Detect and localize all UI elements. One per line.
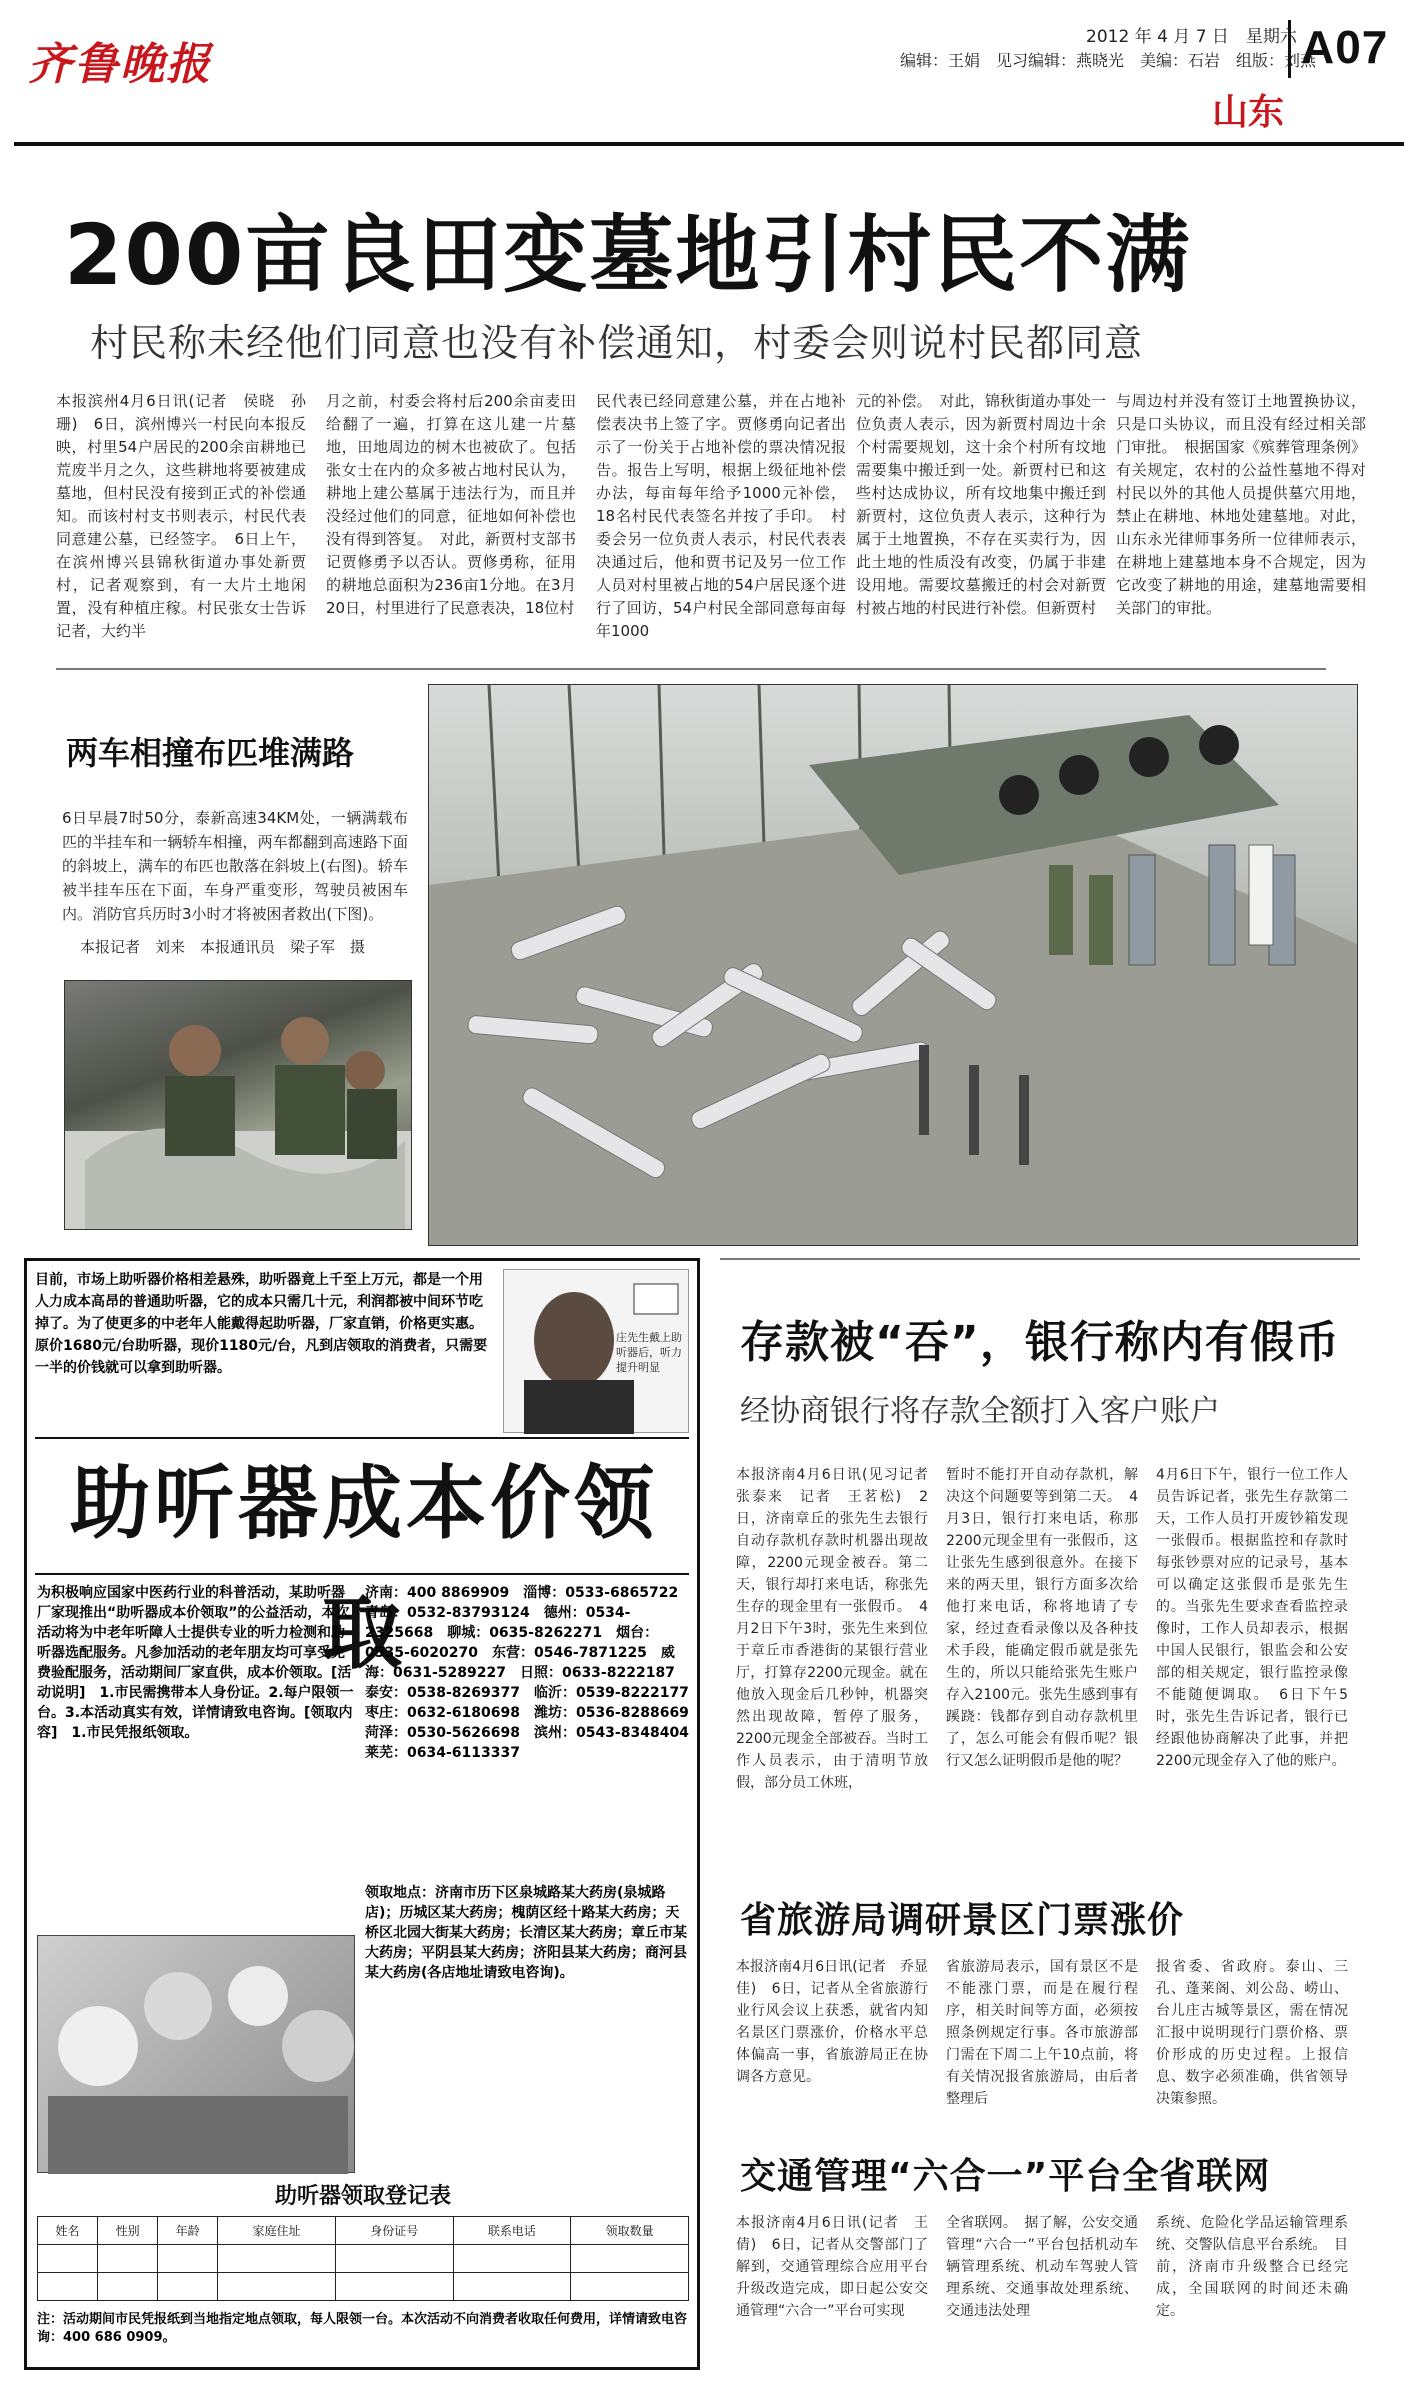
- ad-registration-form: [37, 2179, 689, 2303]
- ad-contact-list: 济南：400 8869909 淄博：0533-6865722 青岛：0532-83793124 德州：0534-2325668 聊城：0635-8262271 烟台：0535-6020270 东营：0546-7871225 威海：0631-5289227 日照：0633-8222187 泰安：0538-8269377 临沂：0539-8222177 枣庄：0632-6180698 潍坊：0536-8288669 菏泽：0530-5626698 滨州：0543-8348404 莱芜：0634-6113337: [365, 1585, 703, 1761]
- form-col-phone: 联系电话: [453, 2217, 571, 2245]
- registration-table: [37, 2216, 689, 2301]
- right-column-divider: [720, 1258, 1360, 1260]
- lead-column-2: 月之前，村委会将村后200余亩麦田给翻了一遍，打算在这儿建一片墓地，田地周边的树木也被砍了。包括张女士在内的众多被占地村民认为，耕地上建公墓属于违法行为，而且并没经过他们的同意，征地如何补偿也没有得到答复。 对此，新贾村支部书记贾修勇予以否认。贾修勇称，征用的耕地总面积为236亩1分地。在3月20日，村里进行了民意表决，18位村: [326, 392, 576, 617]
- form-blank-row: [38, 2245, 689, 2273]
- lead-headline: 200亩良田变墓地引村民不满: [64, 206, 1192, 304]
- issue-date: 2012 年 4 月 7 日 星期六: [1086, 27, 1297, 47]
- ad-portrait-photo: [503, 1269, 689, 1433]
- header-rule: [14, 142, 1404, 146]
- ad-headline: 助听器成本价领取: [70, 1457, 658, 1680]
- traffic-column-3: 系统、危险化学品运输管理系统、交警队信息平台系统。 目前，济南市升级整合已经完成，全国联网的时间还未确定。: [1156, 2215, 1348, 2319]
- traffic-column-2: 全省联网。 据了解，公安交通管理“六合一”平台包括机动车辆管理系统、机动车驾驶人管理系统、交通事故处理系统、交通违法处理: [946, 2215, 1138, 2319]
- form-col-quantity: 领取数量: [571, 2217, 689, 2245]
- registration-form-title: 助听器领取登记表: [274, 2184, 451, 2209]
- ad-customers-illustration: [38, 1936, 356, 2174]
- tourism-column-1: 本报济南4月6日讯(记者 乔显佳) 6日，记者从全省旅游行业行风会议上获悉，就省内知名景区门票涨价，价格水平总体偏高一事，省旅游局正在协调各方意见。: [736, 1959, 928, 2085]
- deposit-column-3: 4月6日下午，银行一位工作人员告诉记者，张先生存款第二天，工作人员打开废钞箱发现一张假币。根据监控和存款时每张钞票对应的记录号，基本可以确定这张假币是张先生的。当张先生要求查看监控录像时，工作人员却表示，根据中国人民银行，银监会和公安部的相关规定，银行监控录像不能随便调取。 6日下午5时，张先生告诉记者，银行已经跟他协商解决了此事，并把2200元现金存入了他的账户。: [1156, 1467, 1348, 1769]
- deposit-column-1: 本报济南4月6日讯(见习记者 张泰来 记者 王茗松) 2日，济南章丘的张先生去银行自动存款机存款时机器出现故障，2200元现金被吞。第二天，银行却打来电话，称张先生存的现金里有一张假币。 4月2日下午3时，张先生来到位于章丘市香港街的某银行营业厅，打算存2200元现金。就在他放入现金后几秒钟，机器突然出现故障，暂停了服务，2200元现金全部被吞。当时工作人员表示，由于清明节放假，部分员工休班，: [736, 1467, 942, 1791]
- deposit-subheadline: 经协商银行将存款全额打入客户账户: [740, 1394, 1220, 1429]
- ad-customers-photo: [37, 1935, 355, 2173]
- form-col-id: 身份证号: [335, 2217, 453, 2245]
- lead-subheadline: 村民称未经他们同意也没有补偿通知，村委会则说村民都同意: [90, 321, 1144, 365]
- ad-portrait-caption: 庄先生戴上助听器后，听力提升明显: [616, 1331, 682, 1374]
- ad-event-details: 为积极响应国家中医药行业的科普活动，某助听器厂家现推出“助听器成本价领取”的公益活动，本次活动将为中老年听障人士提供专业的听力检测和助听器选配服务。凡参加活动的老年朋友均可享受免费验配服务，活动期间厂家直供，成本价领取。[活动说明] 1.市民需携带本人身份证。2.每户限领一台。3.本活动真实有效，详情请致电咨询。[领取内容] 1.市民凭报纸领取。: [37, 1585, 354, 1741]
- section-label: 山东: [1212, 92, 1285, 133]
- newspaper-logo: 齐鲁晚报: [28, 39, 212, 90]
- hearing-aid-advertisement: [24, 1258, 703, 2370]
- lead-column-4: 元的补偿。 对此，锦秋街道办事处一位负责人表示，因为新贾村周边十余个村需要规划，这十余个村所有坟地需要集中搬迁到一处。新贾村已和这些村达成协议，所有坟地集中搬迁到新贾村，这位负责人表示，这种行为属于土地置换，不存在买卖行为，因此土地的性质没有改变，仍属于非建设用地。需要坟墓搬迁的村会对新贾村被占地的村民进行补偿。但新贾村: [856, 392, 1106, 617]
- page-number: A07: [1288, 20, 1398, 78]
- form-blank-row: [38, 2273, 689, 2301]
- form-col-address: 家庭住址: [218, 2217, 336, 2245]
- lead-column-3: 民代表已经同意建公墓，并在占地补偿表决书上签了字。贾修勇向记者出示了一份关于占地补偿的票决情况报告。报告上写明，根据上级征地补偿办法，每亩每年给予1000元补偿，18名村民代表签名并按了手印。 村委会另一位负责人表示，村民代表表决通过后，他和贾书记及另一位工作人员对村里被占地的54户居民逐个进行了回访，54户村民全部同意每亩每年1000: [596, 392, 846, 640]
- crash-body: 6日早晨7时50分，泰新高速34KM处，一辆满载布匹的半挂车和一辆轿车相撞，两车都翻到高速路下面的斜坡上，满车的布匹也散落在斜坡上(右图)。轿车被半挂车压在下面，车身严重变形，驾驶员被困车内。消防官兵历时3小时才将被困者救出(下图)。: [62, 809, 408, 923]
- ad-intro-text: 目前，市场上助听器价格相差悬殊，助听器竟上千至上万元，都是一个用人力成本高昂的普通助听器，它的成本只需几十元，利润都被中间环节吃掉了。为了使更多的中老年人能戴得起助听器，厂家直销，价格更实惠。原价1680元/台助听器，现价1180元/台，凡到店领取的消费者，只需要一半的价钱就可以拿到助听器。: [35, 1272, 488, 1376]
- lead-column-1: 本报滨州4月6日讯(记者 侯晓 孙珊) 6日，滨州博兴一村民向本报反映，村里54户居民的200余亩耕地已荒废半月之久，这些耕地将要被建成墓地，但村民没有接到正式的补偿通知。而该村村支书则表示，村民代表同意建公墓，已经签字。 6日上午，在滨州博兴县锦秋街道办事处新贾村，记者观察到，有一大片土地闲置，没有种植庄稼。村民张女士告诉记者，大约半: [56, 392, 306, 640]
- ad-store-list: 领取地点：济南市历下区泉城路某大药房(泉城路店)；历城区某大药房；槐荫区经十路某大药房；天桥区北园大街某大药房；长清区某大药房；章丘市某大药房；平阴县某大药房；济阳县某大药房；商河县某大药房(各店地址请致电咨询)。: [365, 1885, 687, 1981]
- deposit-headline: 存款被“吞”，银行称内有假币: [740, 1317, 1340, 1368]
- rescue-photo: [64, 980, 412, 1230]
- ad-rule-mid: [35, 1573, 689, 1575]
- tourism-headline: 省旅游局调研景区门票涨价: [740, 1900, 1185, 1941]
- rescue-photo-illustration: [65, 981, 412, 1230]
- traffic-headline: 交通管理“六合一”平台全省联网: [740, 2156, 1271, 2197]
- form-col-age: 年龄: [158, 2217, 218, 2245]
- deposit-column-2: 暂时不能打开自动存款机，解决这个问题要等到第二天。 4月3日，银行打来电话，称那2200元现金里有一张假币，这让张先生感到很意外。在接下来的两天里，银行方面多次给他打来电话，称将地请了专家，经过查看录像以及各种技术手段，能确定假币就是张先生的，所以只能给张先生账户存入2100元。张先生感到事有蹊跷：钱都存到自动存款机里了，怎么可能会有假币呢？银行又怎么证明假币是他的呢？: [946, 1467, 1138, 1769]
- crash-scene-illustration: [429, 685, 1358, 1246]
- lead-column-5: 与周边村并没有签订土地置换协议，只是口头协议，而且没有经过相关部门审批。 根据国家《殡葬管理条例》有关规定，农村的公益性墓地不得对村民以外的其他人员提供墓穴用地，禁止在耕地、林地处建墓地。对此，山东永光律师事务所一位律师表示，在耕地上建墓地本身不合规定，因为它改变了耕地的用途，建墓地需要相关部门的审批。: [1116, 392, 1366, 617]
- crash-photo-credit: 本报记者 刘来 本报通讯员 梁子军 摄: [80, 938, 366, 956]
- ad-footer-note: 注：活动期间市民凭报纸到当地指定地点领取，每人限领一台。本次活动不向消费者收取任何费用，详情请致电咨询：400 686 0909。: [37, 2312, 688, 2345]
- tourism-column-3: 报省委、省政府。泰山、三孔、蓬莱阁、刘公岛、崂山、台儿庄古城等景区，需在情况汇报中说明现行门票价格、票价形成的历史过程。上报信息、数字必须准确，供省领导决策参照。: [1156, 1959, 1348, 2107]
- editor-credits: 编辑：王娟 见习编辑：燕晓光 美编：石岩 组版：刘燕: [900, 51, 1317, 70]
- crash-scene-photo: [428, 684, 1358, 1246]
- section-divider: [56, 668, 1326, 670]
- crash-headline: 两车相撞布匹堆满路: [66, 734, 355, 772]
- form-col-gender: 性别: [98, 2217, 158, 2245]
- form-col-name: 姓名: [38, 2217, 98, 2245]
- traffic-column-1: 本报济南4月6日讯(记者 王倩) 6日，记者从交警部门了解到，交通管理综合应用平台升级改造完成，即日起公安交通管理“六合一”平台可实现: [736, 2215, 928, 2319]
- tourism-column-2: 省旅游局表示，国有景区不是不能涨门票，而是在履行程序，相关时间等方面，必须按照条例规定行事。各市旅游部门需在下周二上午10点前，将有关情况报省旅游局，由后者整理后: [946, 1959, 1138, 2107]
